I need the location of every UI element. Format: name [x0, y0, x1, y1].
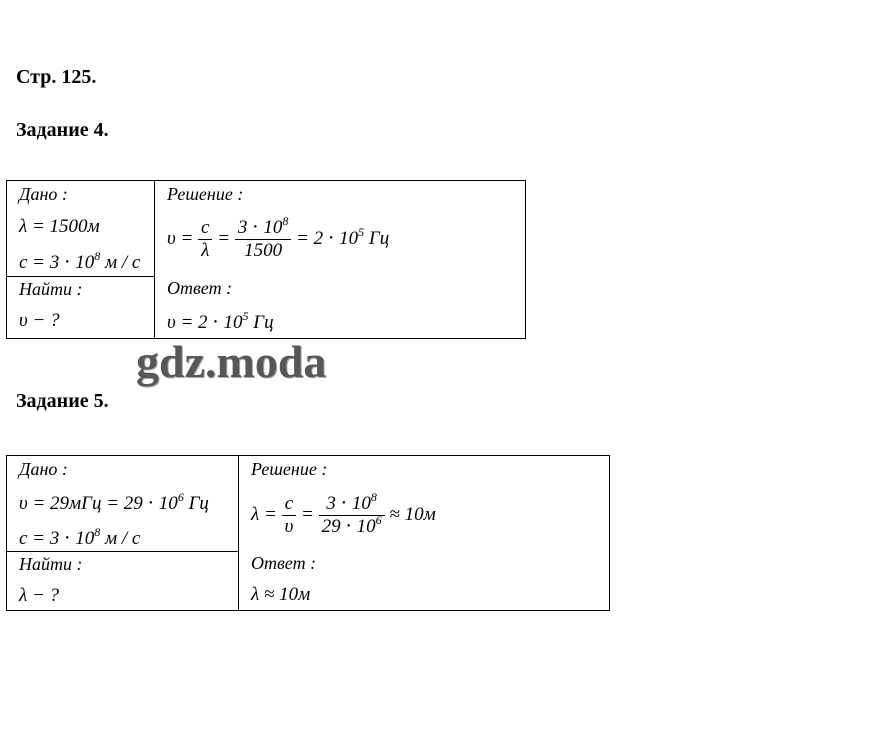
- task-5-solution-label: Решение :: [251, 459, 328, 479]
- task-5-solution-formula: λ = $\frac{c}{\upsilon}$ = $\frac{3 \cdot 10^8}{29 \cdot 10^6}$ ≈ 10м: [251, 490, 436, 537]
- task-5-given-1: $\upsilon = 29мГц = 29 \cdot 10^6$ Гц: [19, 490, 209, 514]
- task-4-given-column: [7, 181, 155, 338]
- task-5-find-section: [7, 551, 238, 610]
- task-5-answer-label: Ответ :: [251, 553, 317, 573]
- task-4-answer: $\upsilon = 2 \cdot 10^5$ Гц: [167, 309, 274, 333]
- task-4-title: Задание 4.: [16, 119, 109, 141]
- page-reference: Стр. 125.: [16, 66, 97, 88]
- task-5-given-label: Дано :: [19, 459, 68, 479]
- task-4-solution-label: Решение :: [167, 184, 244, 204]
- task-5-title: Задание 5.: [16, 390, 109, 412]
- task-5-find-1: λ − ?: [19, 585, 60, 606]
- task-4-solution-column: [155, 181, 525, 338]
- task-4-answer-label: Ответ :: [167, 278, 233, 298]
- task-5-answer: λ ≈ 10м: [251, 584, 311, 605]
- task-4-find-label: Найти :: [19, 279, 83, 299]
- task-4-table: [6, 180, 526, 339]
- task-4-solution-formula: υ = $\frac{c}{\lambda}$ = $\frac{3 \cdot 10^8}{1500}$ = $2 \cdot 10^5$ Гц: [167, 214, 390, 261]
- task-4-find-section: [7, 276, 154, 338]
- task-5-table: [6, 455, 610, 611]
- task-4-find-1: υ − ?: [19, 310, 60, 331]
- task-4-given-2: $c = 3 \cdot 10^8$ м / с: [19, 249, 141, 273]
- task-5-given-2: $c = 3 \cdot 10^8$ м / с: [19, 525, 141, 549]
- task-4-given-1: λ = 1500м: [19, 216, 100, 237]
- watermark-logo: gdz.moda: [136, 336, 327, 387]
- task-4-given-label: Дано :: [19, 184, 68, 204]
- task-5-given-column: [7, 456, 239, 610]
- task-5-find-label: Найти :: [19, 554, 83, 574]
- task-5-solution-column: [239, 456, 609, 610]
